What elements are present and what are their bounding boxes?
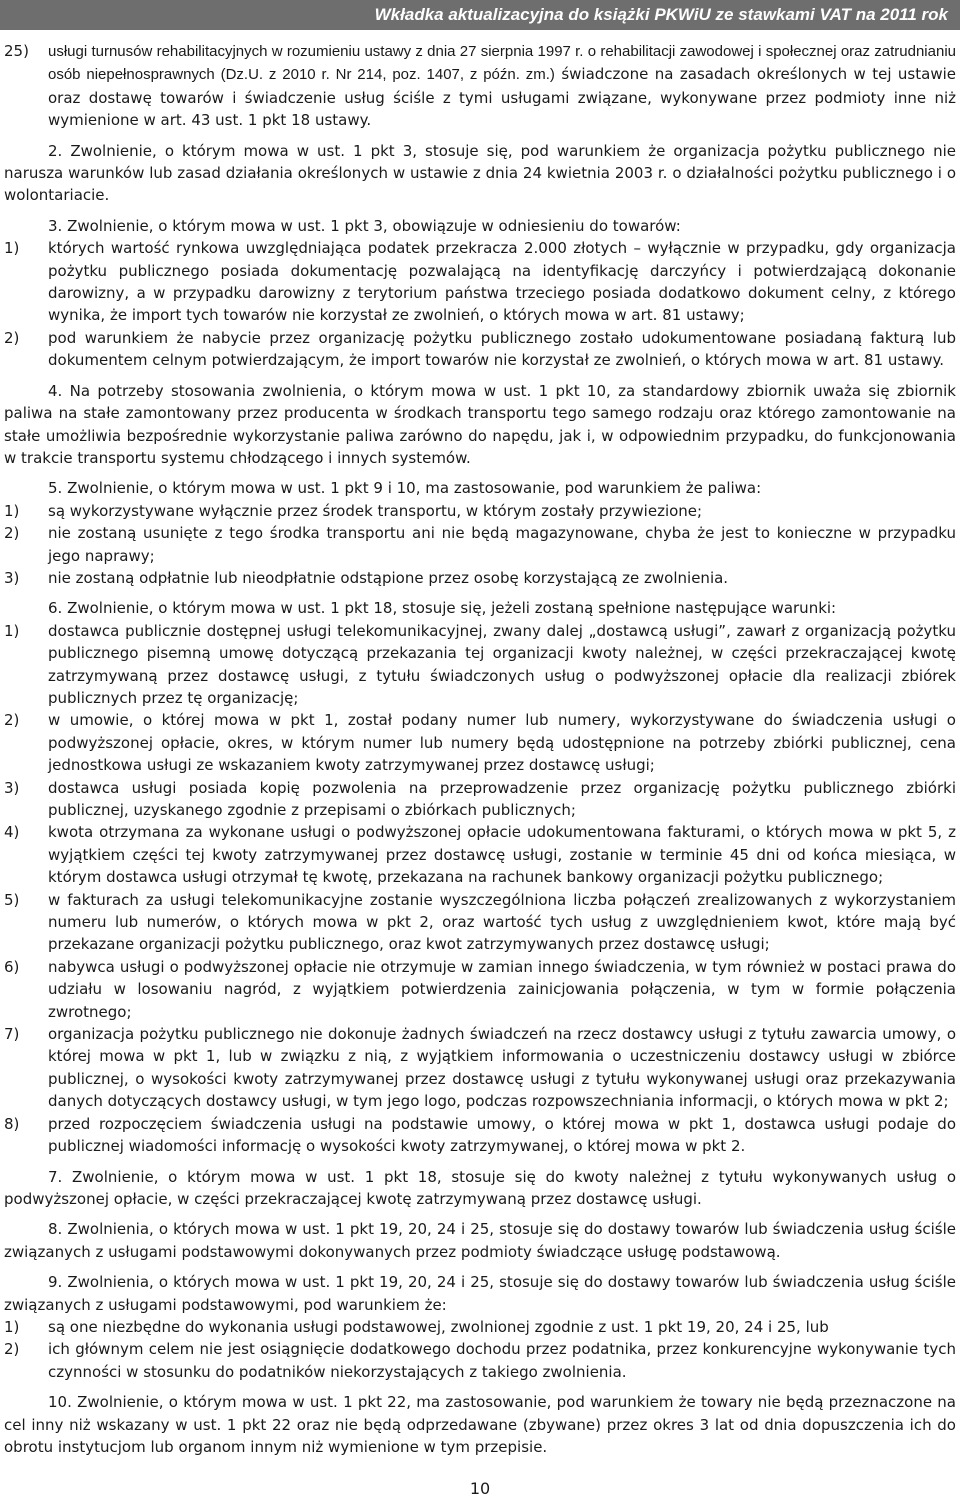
- list-item: [4, 567, 956, 589]
- list-item: [4, 500, 956, 522]
- header-title: Wkładka aktualizacyjna do książki PKWiU ze stawkami VAT na 2011 rok: [374, 5, 948, 24]
- item-number: 3): [4, 568, 20, 587]
- item-number: 4): [4, 823, 20, 842]
- running-header: [0, 0, 960, 30]
- list-item: [4, 1023, 956, 1113]
- list-item: [4, 956, 956, 1023]
- paragraph-8: 8. Zwolnienia, o których mowa w ust. 1 pkt 19, 20, 24 i 25, stosuje się do dostawy towarów lub świadczenia usług ściśle związanych z usługami podstawowymi dokonywanych przez podmioty świadczące usługę podstawową.: [4, 1220, 956, 1261]
- list-item: [4, 889, 956, 956]
- item-number: 2): [4, 328, 20, 347]
- item-number: 1): [4, 501, 20, 520]
- paragraph-9: 9. Zwolnienia, o których mowa w ust. 1 pkt 19, 20, 24 i 25, stosuje się do dostawy towarów lub świadczenia usług ściśle związanych z usługami podstawowymi, pod warunkiem że:: [4, 1273, 956, 1314]
- item-text: nie zostaną odpłatnie lub nieodpłatnie odstąpione przez osobę korzystającą ze zwolnienia.: [48, 568, 729, 587]
- item-number: 6): [4, 957, 20, 976]
- item-text: są one niezbędne do wykonania usługi podstawowej, zwolnionej zgodnie z ust. 1 pkt 19, 20, 24 i 25, lub: [48, 1317, 829, 1336]
- item-text: kwota otrzymana za wykonane usługi o podwyższonej opłacie udokumentowana fakturami, o których mowa w pkt 5, z wyjątkiem części tej kwoty zatrzymywanej przez dostawcę usługi, zostanie w terminie 45 dni od końca miesiąca, w którym dostawca usługi otrzymał tę kwotę, przekazana na rachunek bankowy organizacji pożytku publicznego;: [48, 823, 956, 887]
- item-number: 25): [4, 42, 29, 60]
- list-item: [4, 1113, 956, 1158]
- paragraph-2: 2. Zwolnienie, o którym mowa w ust. 1 pkt 3, stosuje się, pod warunkiem że organizacja pożytku publicznego nie narusza warunków lub zasad działania określonych w ustawie z dnia 24 kwietnia 2003 r. o działalności pożytku publicznego i o wolontariacie.: [4, 141, 956, 205]
- list-item: [4, 821, 956, 888]
- item-text: w fakturach za usługi telekomunikacyjne zostanie wyszczególniona liczba połączeń zrealizowanych z wykorzystaniem numeru lub numerów, o których mowa w pkt 2, oraz wartość tych usług z uwzględnieniem kwot, które mają być przekazane organizacji pożytku publicznego, oraz kwot zatrzymywanych przez dostawcę usługi;: [48, 890, 956, 954]
- item-text: dostawca publicznie dostępnej usługi telekomunikacyjnej, zwany dalej „dostawcą usługi”, zawarł z organizacją pożytku publicznego pisemną umowę dotyczącą przekazania tej organizacji kwoty należnej, w części przekraczającej kwotę zatrzymywaną przez dostawcę usługi, z tytułu świadczonych usług o podwyższonej opłacie dla realizacji zbiórek publicznych przez tę organizację;: [48, 621, 956, 707]
- item-text-part2: świadczone na zasadach określonych w tej ustawie oraz dostawę towarów i świadczenie usług ściśle z tymi usługami związane, wykonywane przez podmioty inne niż wymienione w art. 43 ust. 1 pkt 18 ustawy.: [48, 65, 956, 130]
- paragraph-4: 4. Na potrzeby stosowania zwolnienia, o którym mowa w ust. 1 pkt 10, za standardowy zbiornik uważa się zbiornik paliwa na stałe zamontowany przez producenta w środkach transportu tego samego rodzaju oraz którego zamontowanie na stałe umożliwia bezpośrednie wykorzystanie paliwa zarówno do napędu, jak i, w odpowiednim przypadku, do funkcjonowania w trakcie transportu systemu chłodzącego i innych systemów.: [4, 381, 956, 467]
- paragraph-5: 5. Zwolnienie, o którym mowa w ust. 1 pkt 9 i 10, ma zastosowanie, pod warunkiem że paliwa:: [48, 479, 762, 498]
- item-text: organizacja pożytku publicznego nie dokonuje żadnych świadczeń na rzecz dostawcy usługi z tytułu zawarcia umowy, o której mowa w pkt 1, lub w związku z nią, z wyjątkiem informowania o uczestniczeniu dostawcy usługi w zbiórce publicznej, o wysokości kwoty zatrzymywanej przez dostawcę usługi z tytułu wykonywanej usługi oraz przekazywania danych dotyczących dostawcy usługi, w tym jego logo, podczas rozpowszechniania informacji, o których mowa w pkt 2;: [48, 1025, 956, 1111]
- item-text: [48, 40, 956, 132]
- list-item: [4, 237, 956, 327]
- item-number: 8): [4, 1114, 20, 1133]
- list-item-25: [4, 40, 956, 132]
- item-text: ich głównym celem nie jest osiągnięcie dodatkowego dochodu przez podatnika, przez konkurencyjne wykonywanie tych czynności w stosunku do podatników niekorzystających z takiego zwolnienia.: [48, 1340, 956, 1381]
- item-text: w umowie, o której mowa w pkt 1, został podany numer lub numery, wykorzystywane do świadczenia usługi o podwyższonej opłacie, okres, w którym numer lub numery będą udostępnione na potrzeby zbiórki publicznej, cena jednostkowa usługi ze wskazaniem kwoty zatrzymywanej przez dostawcę usługi;: [48, 711, 956, 775]
- item-number: 2): [4, 711, 20, 730]
- item-number: 1): [4, 1317, 20, 1336]
- list-item: [4, 620, 956, 710]
- item-number: 1): [4, 621, 20, 640]
- list-item: [4, 1338, 956, 1383]
- item-number: 3): [4, 778, 20, 797]
- page-body: [4, 40, 956, 1458]
- list-item: [4, 777, 956, 822]
- item-text-part1: usługi turnusów rehabilitacyjnych w rozumieniu ustawy z dnia 27 sierpnia 1997 r. o rehabilitacji zawodowej i społecznej oraz zatrudnianiu osób niepełnosprawnych (Dz.U. z 2010 r. Nr 214, poz. 1407, z późn. zm.): [48, 43, 956, 84]
- item-text: nie zostaną usunięte z tego środka transportu ani nie będą magazynowane, chyba że jest to konieczne w przypadku jego naprawy;: [48, 524, 956, 565]
- item-number: 5): [4, 890, 20, 909]
- item-text: których wartość rynkowa uwzględniająca podatek przekracza 2.000 złotych – wyłącznie w przypadku, gdy organizacja pożytku publicznego posiada dokumentację pozwalającą na identyfikację darczyńcy i potwierdzającą dokonanie darowizny, a w przypadku darowizny z terytorium państwa trzeciego posiada dodatkowo dokument celny, z którego wynika, że import tych towarów nie korzystał ze zwolnień, o których mowa w art. 81 ustawy;: [48, 239, 956, 325]
- list-item: [4, 709, 956, 776]
- paragraph-10: 10. Zwolnienie, o którym mowa w ust. 1 pkt 22, ma zastosowanie, pod warunkiem że towary nie będą przeznaczone na cel inny niż wskazany w ust. 1 pkt 22 oraz nie będą odprzedawane (zbywane) przez okres 3 lat od dnia dopuszczenia ich do obrotu instytucjom lub organom innym niż wymienione w tym przepisie.: [4, 1393, 956, 1456]
- list-item: [4, 327, 956, 372]
- item-number: 7): [4, 1025, 20, 1044]
- item-text: nabywca usługi o podwyższonej opłacie nie otrzymuje w zamian innego świadczenia, w tym również w postaci prawa do udziału w losowaniu nagród, z wyjątkiem potwierdzenia zainicjowania połączenia, w tym w formie połączenia zwrotnego;: [48, 957, 956, 1021]
- paragraph-6: 6. Zwolnienie, o którym mowa w ust. 1 pkt 18, stosuje się, jeżeli zostaną spełnione następujące warunki:: [48, 599, 837, 618]
- list-item: [4, 522, 956, 567]
- item-number: 1): [4, 239, 20, 258]
- item-text: dostawca usługi posiada kopię pozwolenia na przeprowadzenie przez organizację pożytku publicznego zbiórki publicznej, uzyskanego zgodnie z przepisami o zbiórkach publicznych;: [48, 778, 956, 819]
- paragraph-7: 7. Zwolnienie, o którym mowa w ust. 1 pkt 18, stosuje się do kwoty należnej z tytułu wykonywanych usług o podwyższonej opłacie, w części przekraczającej kwotę zatrzymywaną przez dostawcę usługi.: [4, 1167, 956, 1208]
- list-item: [4, 1316, 956, 1338]
- item-text: pod warunkiem że nabycie przez organizację pożytku publicznego zostało udokumentowane posiadaną fakturą lub dokumentem celnym potwierdzającym, że import towarów nie korzystał ze zwolnień, o których mowa w art. 81 ustawy.: [48, 328, 956, 370]
- item-text: są wykorzystywane wyłącznie przez środek transportu, w którym zostały przywiezione;: [48, 501, 703, 520]
- page-number: 10: [469, 1479, 491, 1498]
- item-text: przed rozpoczęciem świadczenia usługi na podstawie umowy, o której mowa w pkt 1, dostawca usługi podaje do publicznej wiadomości informację o wysokości kwoty zatrzymywanej, o której mowa w pkt 2.: [48, 1114, 956, 1156]
- item-number: 2): [4, 1340, 20, 1359]
- paragraph-3: 3. Zwolnienie, o którym mowa w ust. 1 pkt 3, obowiązuje w odniesieniu do towarów:: [48, 216, 681, 235]
- item-number: 2): [4, 524, 20, 543]
